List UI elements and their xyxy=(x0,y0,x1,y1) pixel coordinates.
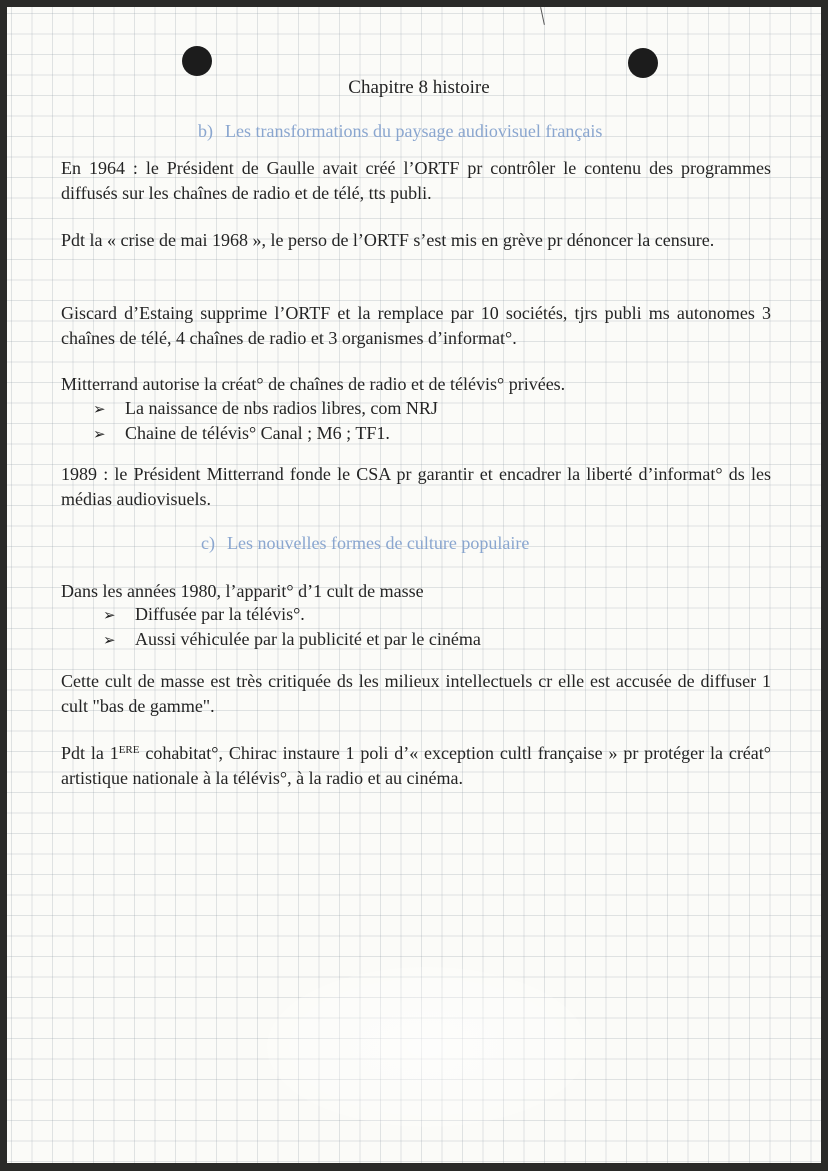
section-b-number: b) xyxy=(198,121,213,141)
arrow-bullet-icon: ➢ xyxy=(103,633,116,649)
arrow-bullet-icon: ➢ xyxy=(93,402,106,418)
paragraph-ortf-1964: En 1964 : le Président de Gaulle avait créé l’ORTF pr contrôler le contenu des programmes diffusés sur les chaînes de radio et de télé, tts publi. xyxy=(61,158,771,203)
section-c-number: c) xyxy=(201,533,215,553)
section-c-title: Les nouvelles formes de culture populaire xyxy=(226,533,530,553)
list-item xyxy=(93,422,438,447)
paragraph-cohabitation xyxy=(61,741,771,791)
notebook-page xyxy=(7,7,821,1163)
paragraph-cohabitation-end: cohabitat°, Chirac instaure 1 poli d’« exception cultl française » pr protéger la créat° artistique nationale à la télévis°, à la radio et au cinéma. xyxy=(61,743,771,788)
paragraph-culture-masse: Dans les années 1980, l’apparit° d’1 cult de masse xyxy=(61,581,424,601)
list-item-text: Aussi véhiculée par la publicité et par le cinéma xyxy=(135,629,481,649)
list-item xyxy=(103,628,481,653)
paragraph-cohabitation-start: Pdt la 1 xyxy=(61,743,119,763)
paragraph-mitterrand: Mitterrand autorise la créat° de chaînes de radio et de télévis° privées. xyxy=(61,374,566,394)
paragraph-critique: Cette cult de masse est très critiquée ds les milieux intellectuels cr elle est accusée de diffuser 1 cult "bas de gamme". xyxy=(61,671,771,716)
paragraph-giscard: Giscard d’Estaing supprime l’ORTF et la remplace par 10 sociétés, tjrs publi ms autonomes 3 chaînes de télé, 4 chaînes de radio et 3 organismes d’informat°. xyxy=(61,303,771,348)
paragraph-csa-1989: 1989 : le Président Mitterrand fonde le CSA pr garantir et encadrer la liberté d’informat° ds les médias audiovisuels. xyxy=(61,464,771,509)
list-item xyxy=(93,397,438,422)
arrow-bullet-icon: ➢ xyxy=(93,427,106,443)
list-item-text: Chaine de télévis° Canal ; M6 ; TF1. xyxy=(125,423,390,443)
list-item xyxy=(103,603,481,628)
punch-hole-left xyxy=(182,46,212,76)
section-c-heading xyxy=(201,533,529,554)
paper-smudge xyxy=(267,967,587,1127)
paragraph-mai-1968: Pdt la « crise de mai 1968 », le perso de l’ORTF s’est mis en grève pr dénoncer la censure. xyxy=(61,230,715,250)
ordinal-superscript: ERE xyxy=(118,744,140,756)
page-title: Chapitre 8 histoire xyxy=(348,77,490,98)
section-b-heading xyxy=(198,121,602,142)
culture-bullet-list xyxy=(103,603,481,653)
pen-mark xyxy=(540,7,545,25)
arrow-bullet-icon: ➢ xyxy=(103,608,116,624)
mitterrand-bullet-list xyxy=(93,397,438,447)
punch-hole-right xyxy=(628,48,658,78)
list-item-text: La naissance de nbs radios libres, com NRJ xyxy=(125,398,438,418)
list-item-text: Diffusée par la télévis°. xyxy=(135,604,305,624)
section-b-title: Les transformations du paysage audiovisuel français xyxy=(225,121,603,141)
